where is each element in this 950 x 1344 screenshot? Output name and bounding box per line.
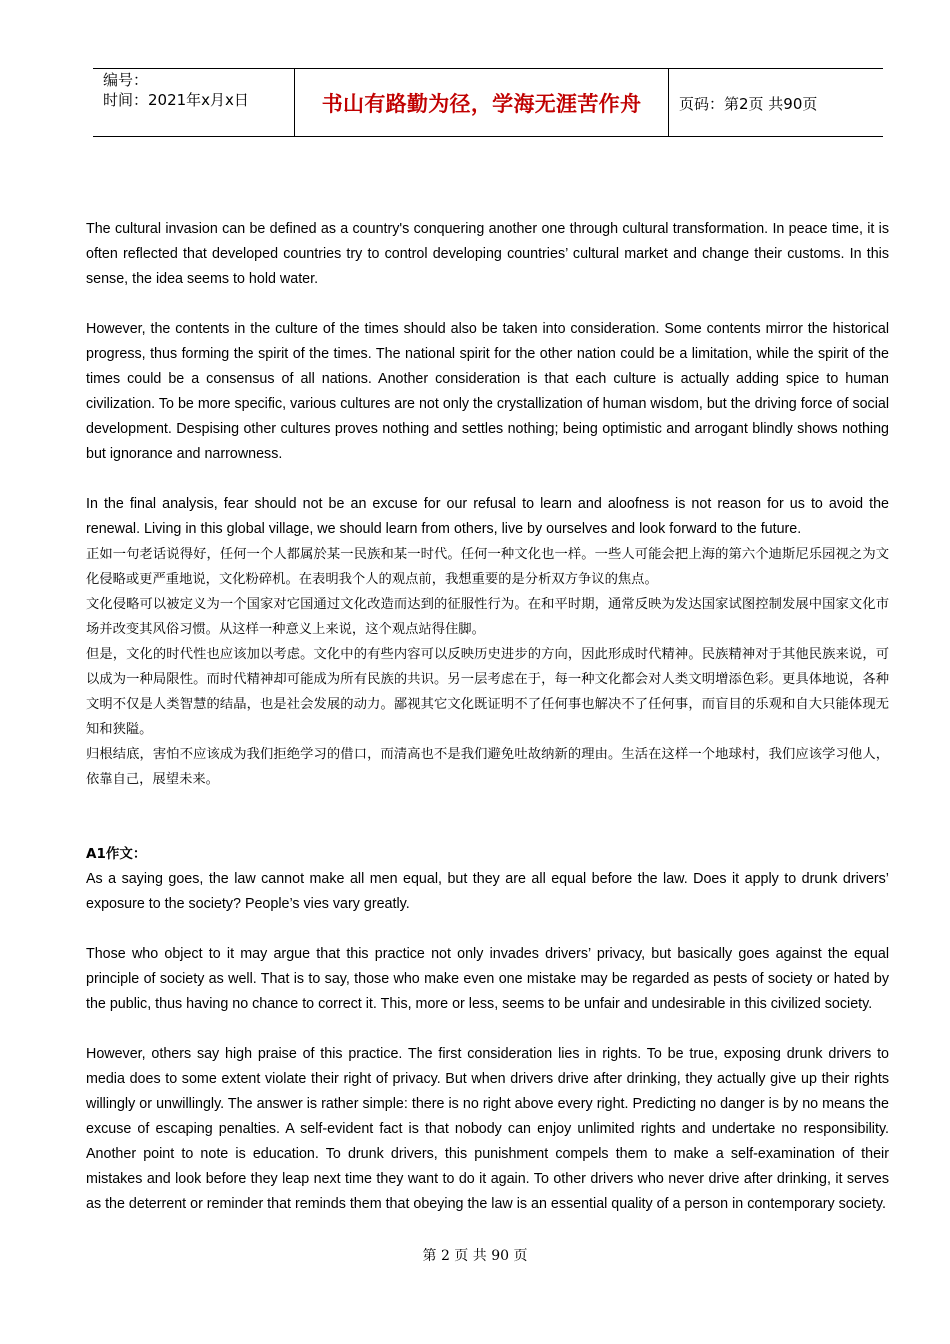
header-page-info: 页码：第2页 共90页 (679, 95, 818, 113)
essay-paragraph: However, the contents in the culture of the times should also be taken into consideration. Some contents mirror the historical progress, thus forming the spirit of the times. The national spirit for the other nation could be a limitation, while the spirit of the times could be a consensus of all nations. Another consideration is that each culture is actually adding spice to human civilization. To be more specific, various cultures are not only the crystallization of human wisdom, but the driving force of social development. Despising other cultures proves nothing and settles nothing; being optimistic and arrogant blindly shows nothing but ignorance and narrowness. (86, 321, 889, 462)
document-time-label: 时间：2021年x月x日 (103, 91, 249, 109)
page-header (93, 68, 883, 137)
translation-paragraph: 文化侵略可以被定义为一个国家对它国通过文化改造而达到的征服性行为。在和平时期，通常反映为发达国家试图控制发展中国家文化市场并改变其风俗习惯。从这样一种意义上来说，这个观点站得住脚。 (86, 597, 889, 637)
translation-paragraph: 归根结底，害怕不应该成为我们拒绝学习的借口，而清高也不是我们避免吐故纳新的理由。生活在这样一个地球村，我们应该学习他人，依靠自己，展望未来。 (86, 747, 889, 787)
page-footer: 第 2 页 共 90 页 (422, 1248, 528, 1264)
translation-paragraph: 但是，文化的时代性也应该加以考虑。文化中的有些内容可以反映历史进步的方向，因此形成时代精神。民族精神对于其他民族来说，可以成为一种局限性。而时代精神却可能成为所有民族的共识。另一层考虑在于，每一种文化都会对人类文明增添色彩。更具体地说，各种文明不仅是人类智慧的结晶，也是社会发展的动力。鄙视其它文化既证明不了任何事也解决不了任何事，而盲目的乐观和自大只能体现无知和狭隘。 (86, 647, 889, 737)
header-page-cell (669, 69, 883, 136)
header-motto: 书山有路勤为径，学海无涯苦作舟 (321, 92, 642, 116)
section-title: A1作文： (86, 846, 147, 862)
essay-paragraph: However, others say high praise of this practice. The first consideration lies in rights. To be true, exposing drunk drivers to media does to some extent violate their right of privacy. But when drivers drive after drinking, they actually give up their rights willingly or unwillingly. The answer is rather simple: there is no right above every right. Predicting no danger is by no means the excuse of escaping penalties. A self-evident fact is that nobody can enjoy unlimited rights and undertake no responsibility. Another point to note is education. To drunk drivers, this punishment compels them to make a self-examination of their mistakes and look before they leap next time they want to do it again. To other drivers who never drive after drinking, it serves as the deterrent or reminder that reminds them that obeying the law is an essential quality of a person in contemporary society. (86, 1046, 889, 1212)
document-body (86, 217, 889, 1217)
essay-paragraph: Those who object to it may argue that this practice not only invades drivers’ privacy, but basically goes against the equal principle of society as well. That is to say, those who make even one mistake may be regarded as pests of society or hated by the public, thus having no chance to correct it. This, more or less, seems to be unfair and undesirable in this civilized society. (86, 946, 889, 1012)
header-motto-cell (295, 69, 669, 136)
translation-paragraph: 正如一句老话说得好，任何一个人都属於某一民族和某一时代。任何一种文化也一样。一些人可能会把上海的第六个迪斯尼乐园视之为文化侵略或更严重地说，文化粉碎机。在表明我个人的观点前，我想重要的是分析双方争议的焦点。 (86, 547, 889, 587)
essay-paragraph: As a saying goes, the law cannot make all men equal, but they are all equal before the law. Does it apply to drunk drivers’ exposure to the society? People’s vies vary greatly. (86, 871, 889, 912)
essay-paragraph: In the final analysis, fear should not be an excuse for our refusal to learn and aloofness is not reason for us to avoid the renewal. Living in this global village, we should learn from others, live by ourselves and look forward to the future. (86, 496, 889, 537)
document-number-label: 编号： (103, 71, 149, 89)
essay-paragraph: The cultural invasion can be defined as a country's conquering another one through cultural transformation. In peace time, it is often reflected that developed countries try to control developing countries’ cultural market and change their customs. In this sense, the idea seems to hold water. (86, 221, 889, 287)
header-meta-cell (93, 69, 295, 136)
